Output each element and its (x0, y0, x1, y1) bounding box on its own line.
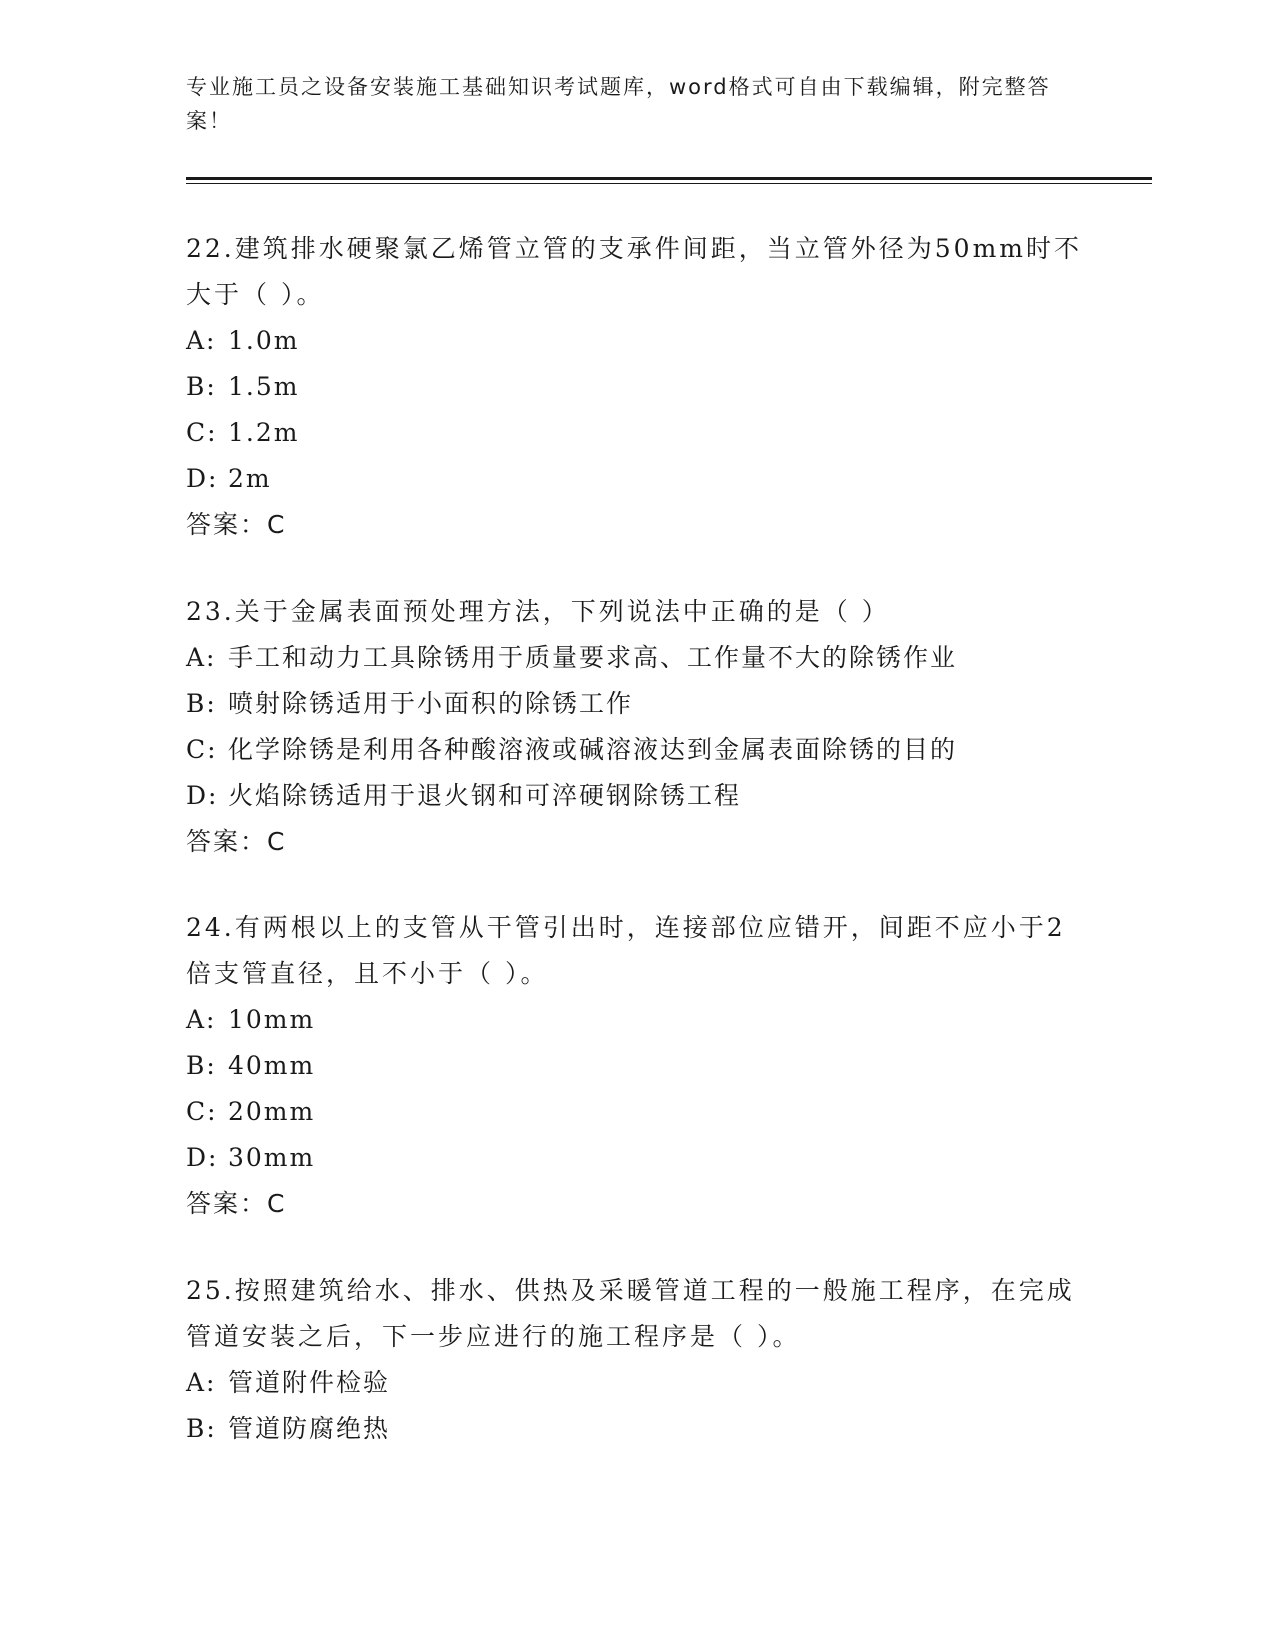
answer-line: 答案：C (186, 827, 287, 856)
header-divider-thick (186, 177, 1152, 180)
option-c (186, 410, 1086, 456)
question-24 (186, 905, 1086, 1227)
option-letter: D: (186, 781, 219, 810)
option-text: 20mm (228, 1097, 316, 1126)
option-a (186, 318, 1086, 364)
option-text: 1.0m (228, 326, 300, 355)
option-letter: A: (186, 1005, 217, 1034)
option-text: 30mm (228, 1143, 316, 1172)
question-stem: 22.建筑排水硬聚氯乙烯管立管的支承件间距，当立管外径为50mm时不大于（ ）。 (186, 234, 1082, 309)
option-text: 40mm (228, 1051, 316, 1080)
option-text: 10mm (228, 1005, 316, 1034)
answer-line: 答案：C (186, 1189, 287, 1218)
option-letter: B: (186, 689, 217, 718)
option-text: 1.2m (228, 418, 300, 447)
option-text: 管道附件检验 (228, 1368, 391, 1397)
question-22 (186, 226, 1086, 548)
option-d (186, 1135, 1086, 1181)
option-a (186, 997, 1086, 1043)
option-d (186, 456, 1086, 502)
option-letter: A: (186, 326, 217, 355)
option-text: 火焰除锈适用于退火钢和可淬硬钢除锈工程 (228, 781, 742, 810)
option-text: 手工和动力工具除锈用于质量要求高、工作量不大的除锈作业 (228, 643, 958, 672)
option-c (186, 727, 1086, 773)
option-b (186, 1043, 1086, 1089)
option-letter: D: (186, 464, 219, 493)
option-c (186, 1089, 1086, 1135)
question-stem: 23.关于金属表面预处理方法，下列说法中正确的是（ ） (186, 597, 890, 626)
option-b (186, 1406, 1086, 1452)
option-letter: D: (186, 1143, 219, 1172)
header-divider-thin (186, 183, 1152, 184)
option-text: 管道防腐绝热 (228, 1414, 391, 1443)
option-text: 喷射除锈适用于小面积的除锈工作 (228, 689, 634, 718)
option-letter: C: (186, 1097, 218, 1126)
option-b (186, 681, 1086, 727)
question-23 (186, 589, 1086, 865)
option-text: 1.5m (228, 372, 300, 401)
option-letter: A: (186, 1368, 217, 1397)
option-text: 化学除锈是利用各种酸溶液或碱溶液达到金属表面除锈的目的 (228, 735, 958, 764)
question-stem: 25.按照建筑给水、排水、供热及采暖管道工程的一般施工程序，在完成管道安装之后，下一步应进行的施工程序是（ ）。 (186, 1276, 1075, 1351)
option-letter: B: (186, 1051, 217, 1080)
option-b (186, 364, 1086, 410)
option-letter: A: (186, 643, 217, 672)
option-letter: C: (186, 418, 218, 447)
answer-line: 答案：C (186, 510, 287, 539)
question-25 (186, 1268, 1086, 1452)
option-letter: B: (186, 372, 217, 401)
option-text: 2m (228, 464, 272, 493)
option-letter: B: (186, 1414, 217, 1443)
option-d (186, 773, 1086, 819)
document-header: 专业施工员之设备安装施工基础知识考试题库，word格式可自由下载编辑，附完整答案！ (186, 75, 1051, 133)
option-a (186, 1360, 1086, 1406)
question-stem: 24.有两根以上的支管从干管引出时，连接部位应错开，间距不应小于2倍支管直径，且不小于（ ）。 (186, 913, 1066, 988)
option-letter: C: (186, 735, 218, 764)
option-a (186, 635, 1086, 681)
